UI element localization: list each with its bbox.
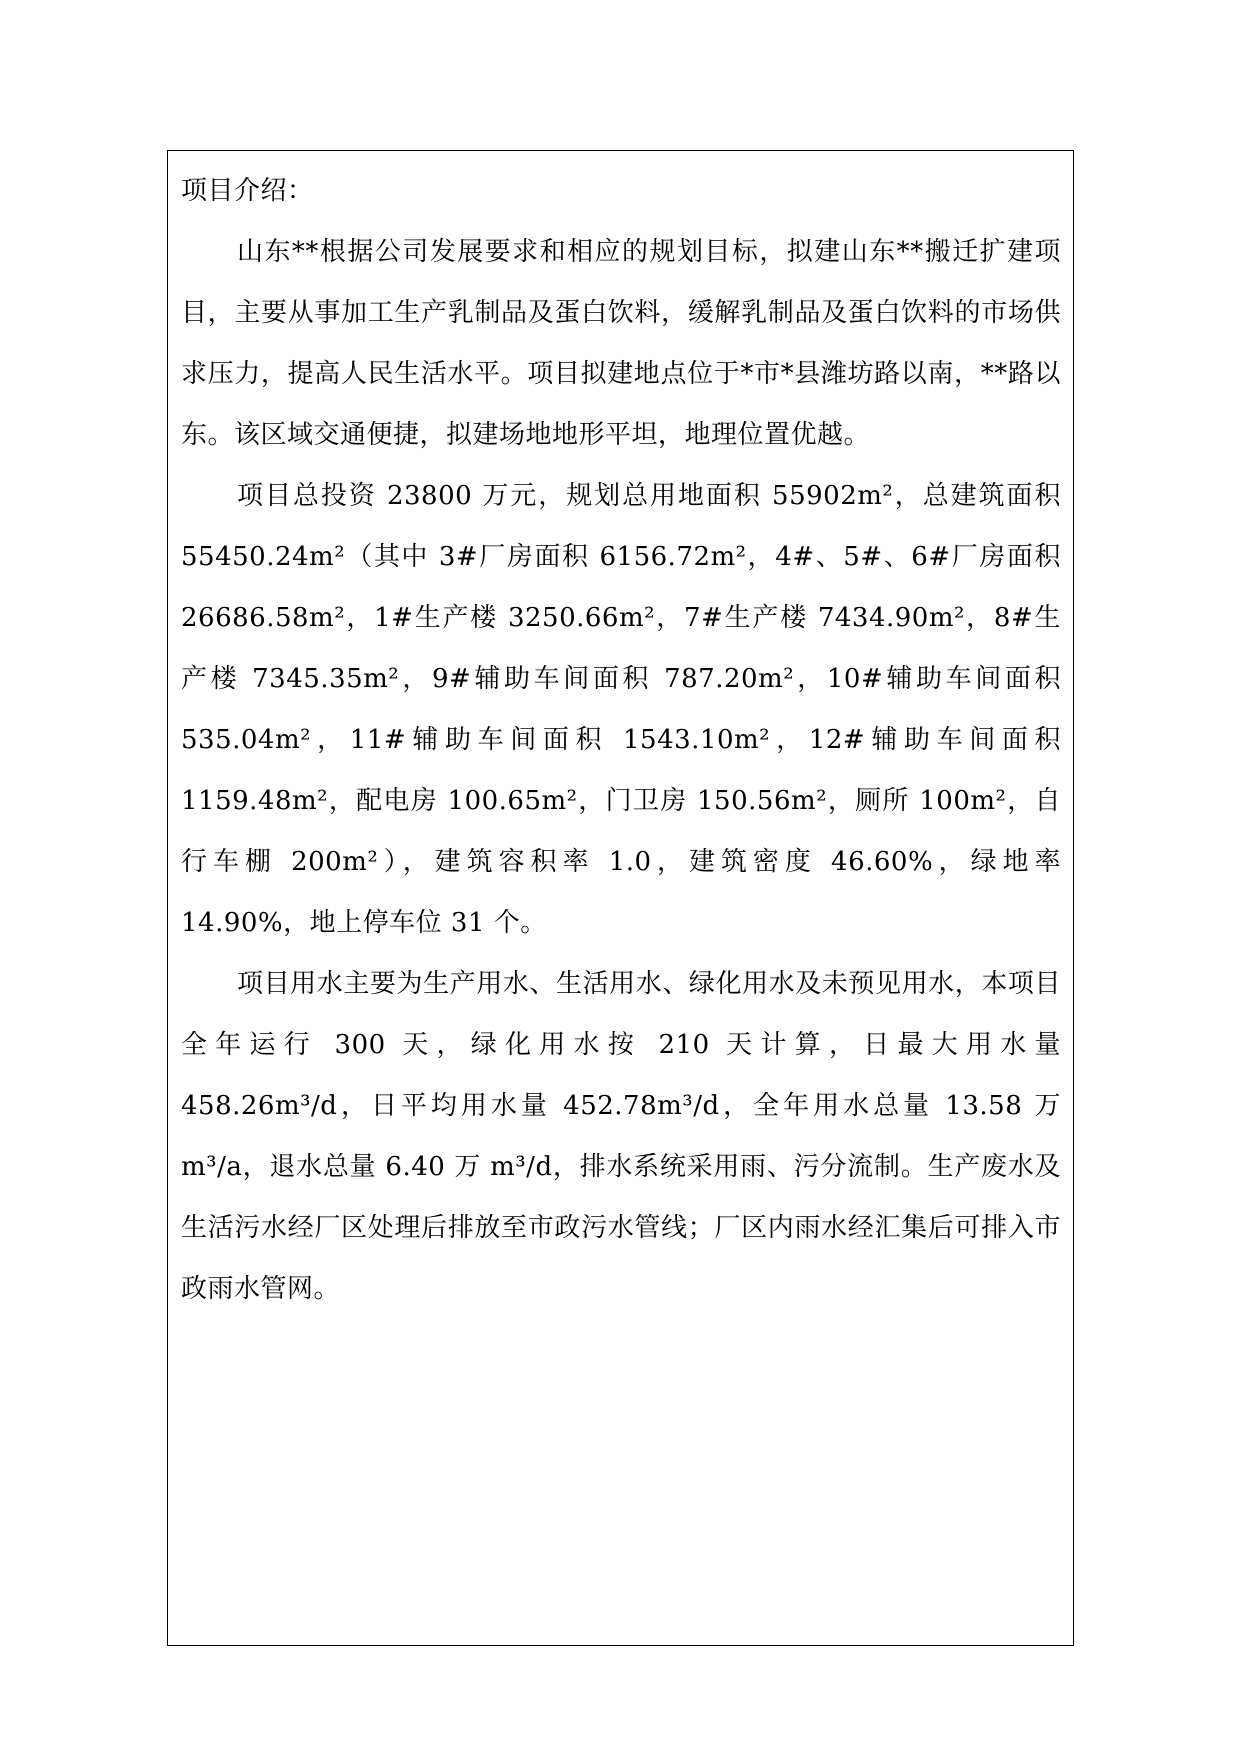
paragraph-water-usage: 项目用水主要为生产用水、生活用水、绿化用水及未预见用水，本项目全年运行 300 天，绿化用水按 210 天计算，日最大用水量 458.26m³/d，日平均用水量 452.78m³/d，全年用水总量 13.58 万 m³/a，退水总量 6.40 万 m³/d，排水系统采用雨、污分流制。生产废水及生活污水经厂区处理后排放至市政污水管线；厂区内雨水经汇集后可排入市政雨水管网。 bbox=[181, 969, 1061, 1304]
document-frame bbox=[167, 150, 1074, 1646]
section-heading: 项目介绍： bbox=[181, 176, 314, 206]
paragraph-investment-area: 项目总投资 23800 万元，规划总用地面积 55902m²，总建筑面积 55450.24m²（其中 3#厂房面积 6156.72m²，4#、5#、6#厂房面积 26686.58m²，1#生产楼 3250.66m²，7#生产楼 7434.90m²，8#生产楼 7345.35m²，9#辅助车间面积 787.20m²，10#辅助车间面积 535.04m²，11#辅助车间面积 1543.10m²，12#辅助车间面积 1159.48m²，配电房 100.65m²，门卫房 150.56m²，厕所 100m²，自行车棚 200m²），建筑容积率 1.0，建筑密度 46.60%，绿地率 14.90%，地上停车位 31 个。 bbox=[181, 481, 1061, 938]
document-content bbox=[181, 161, 1061, 1320]
paragraph-project-overview: 山东**根据公司发展要求和相应的规划目标，拟建山东**搬迁扩建项目，主要从事加工生产乳制品及蛋白饮料，缓解乳制品及蛋白饮料的市场供求压力，提高人民生活水平。项目拟建地点位于*市*县潍坊路以南，**路以东。该区域交通便捷，拟建场地地形平坦，地理位置优越。 bbox=[181, 237, 1061, 450]
